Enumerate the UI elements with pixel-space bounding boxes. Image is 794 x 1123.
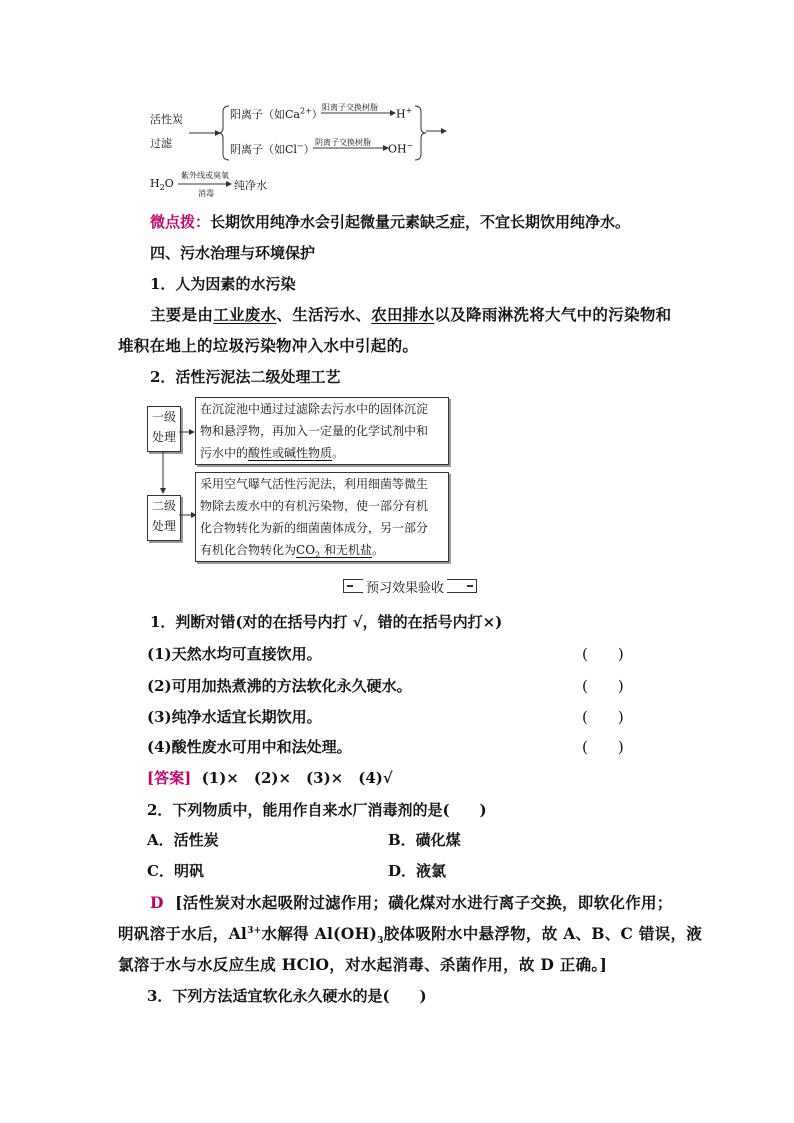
uv-arrow-top: 紫外线或臭氧 [181,171,229,180]
stage2-description: 采用空气曝气活性污泥法，利用细菌等微生 物除去废水中的有机污染物，使一部分有机 化合物转化为新的细菌菌体成分，另一部分 有机化合物转化为$CO_2$ 和无机盐。 [195,472,449,562]
answer-label: [答案] [147,769,192,787]
uv-arrow [178,180,232,188]
cation-arrow-label: 阳离子交换树脂 [322,103,378,112]
q1-item: (3)纯净水适宜长期饮用。 [147,708,322,726]
q2-explanation-line1: D [活性炭对水起吸附过滤作用；磺化煤对水进行离子交换，即软化作用； [150,893,673,912]
flow-left-line2: 过滤 [150,137,172,150]
cation-label: 阳离子（如$Ca^{2+}$） [230,106,323,121]
anion-label: 阴离子（如Cl−） [230,141,315,156]
tip-text: 长期饮用纯净水会引起微量元素缺乏症，不宜长期饮用纯净水。 [210,213,631,231]
tip-label: 微点拨： [150,213,211,231]
q1-answer [147,767,393,788]
sub1-title: 1．人为因素的水污染 [150,275,296,293]
q2-explanation-line2: 明矾溶于水后，$Al^{3+}$水解得 $Al(OH)_3$胶体吸附水中悬浮物，故 A、B、C 错误，液 [118,924,703,947]
uv-arrow-bottom: 消毒 [198,189,214,198]
q1-item: (4)酸性废水可用中和法处理。 [147,738,352,756]
sub2-title: 2．活性污泥法二级处理工艺 [150,368,341,386]
answer-text: (1)× (2)× (3)× (4)√ [201,769,393,787]
sub1-paragraph-line1: 主要是由工业废水、生活污水、农田排水以及降雨淋洗将大气中的污染物和 [150,305,672,324]
flow-left-line1: 活性炭 [150,113,183,126]
q2-option-b: B．磺化煤 [388,831,461,849]
anion-arrow-label: 阴离子交换树脂 [315,138,371,147]
stage1-label: 一级 处理 [147,406,181,452]
water-formula: $H_2O$ [150,177,174,193]
q1-answer-paren: ( ) [582,738,624,756]
banner-text: 预习效果验收 [363,577,447,596]
q3-title: 3．下列方法适宜软化永久硬水的是( ) [147,987,427,1005]
stage1-description: 在沉淀池中通过过滤除去污水中的固体沉淀 物和悬浮物，再加入一定量的化学试剂中和 污水中的酸性或碱性物质。 [195,397,449,465]
q1-item: (2)可用加热煮沸的方法软化永久硬水。 [147,677,412,695]
q1-answer-paren: ( ) [582,677,624,695]
q2-answer-letter: D [150,893,164,912]
q2-title: 2．下列物质中，能用作自来水厂消毒剂的是( ) [147,801,487,819]
section4-title: 四、污水治理与环境保护 [150,244,316,262]
cation-product: H+ [396,106,413,121]
q1-item: (1)天然水均可直接饮用。 [147,645,322,663]
anion-product: OH− [388,141,414,156]
sub1-paragraph-line2: 堆积在地上的垃圾污染物冲入水中引起的。 [118,336,419,355]
preview-banner [343,577,477,595]
q2-option-d: D．液氯 [388,862,447,880]
stage2-label: 二级 处理 [147,495,181,541]
q2-option-a: A．活性炭 [147,831,219,849]
q1-answer-paren: ( ) [582,645,624,663]
q1-title: 1．判断对错(对的在括号内打 √，错的在括号内打×) [150,613,503,631]
q2-explanation-line3: 氯溶于水与水反应生成 HClO，对水起消毒、杀菌作用，故 D 正确。] [118,955,608,974]
pure-water-label: 纯净水 [234,179,267,192]
q1-answer-paren: ( ) [582,708,624,726]
tip-line [150,211,630,232]
q2-option-c: C．明矾 [147,862,204,880]
